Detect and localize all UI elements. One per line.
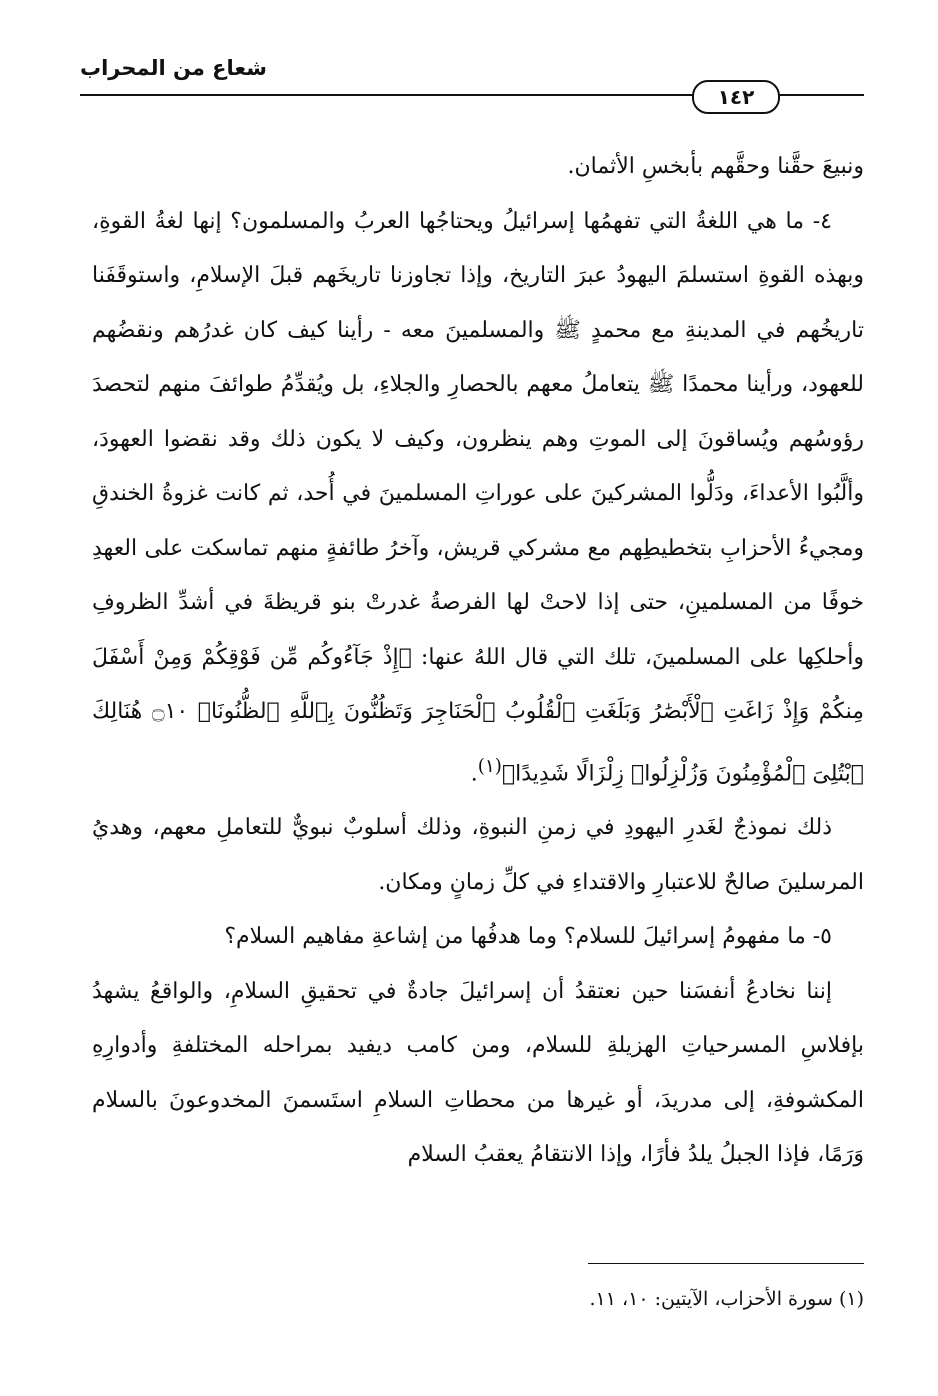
paragraph-3: ذلك نموذجٌ لغَدرِ اليهودِ في زمنِ النبوةِ، وذلك أسلوبٌ نبويٌّ للتعاملِ معهم، وهديُ المرسلينَ صالحٌ للاعتبارِ والاقتداءِ في كلِّ زمانٍ ومكان. [92,815,864,895]
paragraph-1: ونبيعَ حقَّنا وحقَّهم بأبخسِ الأثمان. [567,154,864,179]
page-number: ١٤٢ [692,80,780,114]
footnote-rule [588,1263,864,1264]
paragraph-2-text: ٤- ما هي اللغةُ التي تفهمُها إسرائيلُ ويحتاجُها العربُ والمسلمون؟ إنها لغةُ القوةِ، وبهذه القوةِ استسلمَ اليهودُ عبرَ التاريخ، وإذا تجاوزنا تاريخَهم قبلَ الإسلامِ، واستوقَفَنا تاريخُهم في المدينةِ مع محمدٍ ﷺ والمسلمينَ معه - رأينا كيف كان غدرُهم ونقضُهم للعهود، ورأينا محمدًا ﷺ يتعاملُ معهم بالحصارِ والجلاءِ، بل ويُقدِّمُ طوائفَ منهم لتحصدَ رؤوسُهم ويُساقونَ إلى الموتِ وهم ينظرون، وكيف لا يكون ذلك وقد نقضوا العهودَ، وألَّبُوا الأعداءَ، ودَلُّوا المشركينَ على عوراتِ المسلمينَ في أُحد، ثم كانت غزوةُ الخندقِ ومجيءُ الأحزابِ بتخطيطِهم مع مشركي قريش، وآخرُ طائفةٍ منهم تماسكت على العهدِ خوفًا من المسلمينِ، حتى إذا لاحتْ لها الفرصةُ غدرتْ بنو قريظةَ في أشدِّ الظروفِ وأحلكِها على المسلمينَ، تلك التي قال اللهُ عنها: [92,208,864,670]
paragraph-4: ٥- ما مفهومُ إسرائيلَ للسلام؟ وما هدفُها من إشاعةِ مفاهيم السلام؟ [224,924,832,950]
running-title: شعاع من المحراب [80,56,267,80]
footnote: (١) سورة الأحزاب، الآيتين: ١٠، ١١. [589,1288,864,1310]
page-header [80,56,864,109]
main-text [92,140,864,1183]
footnote-ref: (١) [477,755,502,777]
quote-end: . [470,760,478,786]
quran-quote: ﴿إِذْ جَآءُوكُم مِّن فَوْقِكُمْ وَمِنْ أَسْفَلَ مِنكُمْ وَإِذْ زَاغَتِ ٱلْأَبْصَٰرُ وَبَلَغَتِ ٱلْقُلُوبُ ٱلْحَنَاجِرَ وَتَظُنُّونَ بِٱللَّهِ ٱلظُّنُونَا۠ ۝١٠ هُنَالِكَ ٱبْتُلِىَ ٱلْمُؤْمِنُونَ وَزُلْزِلُوا۟ زِلْزَالًا شَدِيدًا﴾ [92,644,865,786]
paragraph-2 [92,195,864,802]
paragraph-5: إننا نخادعُ أنفسَنا حين نعتقدُ أن إسرائيلَ جادةٌ في تحقيقِ السلامِ، والواقعُ يشهدُ بإفلاسِ المسرحياتِ الهزيلةِ للسلام، ومن كامب ديفيد بمراحله المختلفةِ وأدوارِهِ المكشوفةِ، إلى مدريدَ، أو غيرها من محطاتِ السلامِ استَسمنَ المخدوعونَ بالسلام وَرَمًا، فإذا الجبلُ يلدُ فأرًا، وإذا الانتقامُ يعقبُ السلام [92,978,864,1168]
